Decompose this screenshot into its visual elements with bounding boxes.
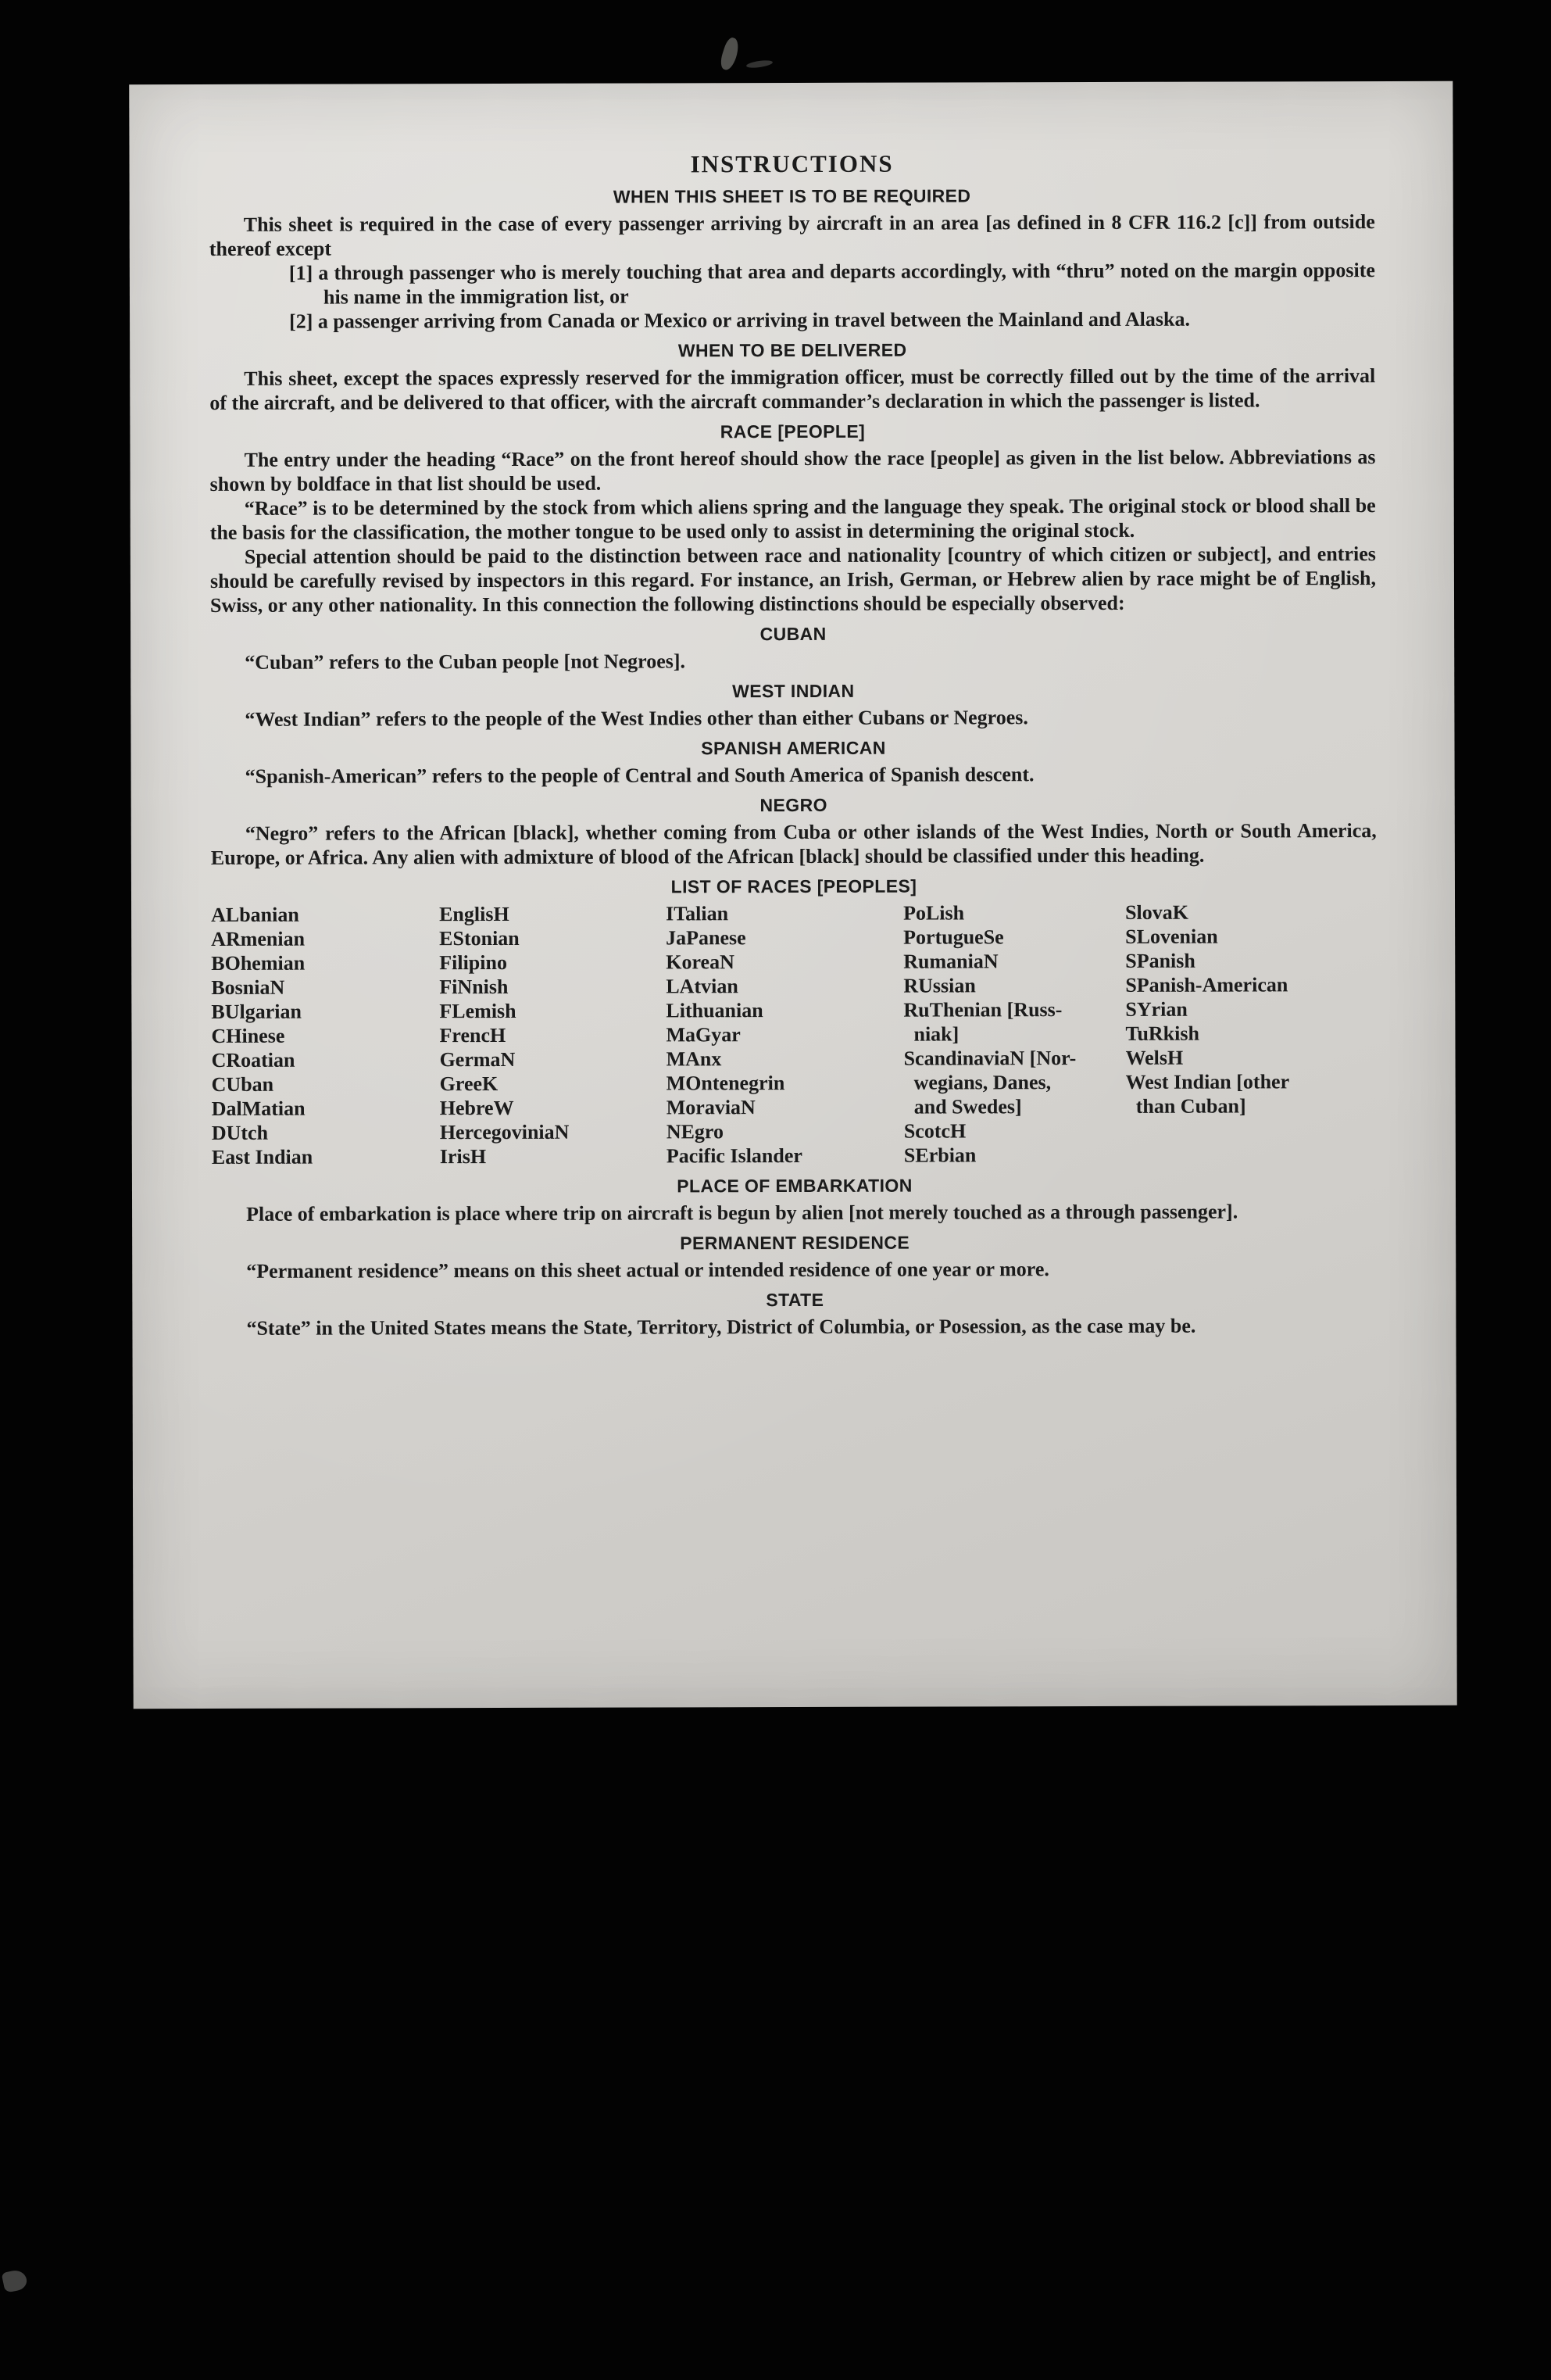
paragraph-required-intro: This sheet is required in the case of every passenger arriving by aircraft in an area [as defined in 8 CFR 116.2 [c]] from outside thereof except (209, 210, 1375, 260)
race-column-5: SlovaK SLovenian SPanish SPanish-American SYrian TuRkish WelsH West Indian [other than Cuban] (1125, 900, 1290, 1118)
scanned-document-page (129, 81, 1456, 1709)
section-state (212, 1288, 1378, 1340)
heading-state: STATE (766, 1289, 824, 1311)
paragraph-race-2: “Race” is to be determined by the stock from which aliens spring and the language they speak. The original stock or blood shall be the basis for the classification, the mother tongue to be used only to assist in determining the original stock. (209, 494, 1376, 544)
scan-artifact (718, 36, 742, 72)
scan-artifact (746, 59, 774, 70)
section-when-delivered (209, 338, 1375, 415)
section-west-indian (210, 679, 1376, 732)
paragraph-embarkation: Place of embarkation is place where trip on aircraft is begun by alien [not merely touched as a through passenger]. (246, 1200, 1238, 1226)
section-list-of-races (211, 875, 1378, 1169)
race-column-4: PoLish PortugueSe RumaniaN RUssian RuThenian [Russ- niak] ScandinaviaN [Nor- wegians, Danes, and Swedes] ScotcH SErbian (903, 901, 1077, 1167)
paragraph-race-1: The entry under the heading “Race” on the front hereof should show the race [people] as given in the list below. Abbreviations as shown by boldface in that list should be used. (209, 446, 1376, 496)
race-column-1: ALbanian ARmenian BOhemian BosniaN BUlgarian CHinese CRoatian CUban DalMatian DUtch East Indian (211, 903, 313, 1169)
paragraph-west-indian: “West Indian” refers to the people of the West Indies other than either Cubans or Negroes. (245, 706, 1028, 731)
section-cuban (210, 622, 1376, 675)
document-content (129, 81, 1456, 1340)
heading-permanent-residence: PERMANENT RESIDENCE (680, 1232, 910, 1254)
paragraph-residence: “Permanent residence” means on this sheet actual or intended residence of one year or more. (246, 1258, 1049, 1283)
section-when-required (209, 184, 1375, 334)
list-item-2: [2] a passenger arriving from Canada or Mexico or arriving in travel between the Mainland and Alaska. (289, 307, 1190, 333)
race-column-2: EnglisH EStonian Filipino FiNnish FLemish FrencH GermaN GreeK HebreW HercegoviniaN IrisH (439, 902, 570, 1169)
paragraph-state: “State” in the United States means the State, Territory, District of Columbia, or Posession, as the case may be. (246, 1314, 1196, 1340)
scan-artifact (2, 2268, 29, 2293)
heading-race: RACE [PEOPLE] (720, 421, 866, 442)
heading-cuban: CUBAN (759, 623, 827, 645)
page-title: INSTRUCTIONS (690, 149, 894, 178)
paragraph-negro: “Negro” refers to the African [black], whether coming from Cuba or other islands of the West Indies, North or South America, Europe, or Africa. Any alien with admixture of blood of the African [black] should be classified under this heading. (210, 819, 1377, 869)
section-permanent-residence (212, 1231, 1378, 1283)
list-item-1: [1] a through passenger who is merely touching that area and departs accordingly, with “thru” noted on the margin opposite his name in the immigration list, or (288, 259, 1375, 309)
paragraph-cuban: “Cuban” refers to the Cuban people [not Negroes]. (245, 650, 686, 674)
section-negro (211, 793, 1377, 870)
heading-when-required: WHEN THIS SHEET IS TO BE REQUIRED (613, 185, 971, 207)
race-column-3: ITalian JaPanese KoreaN LAtvian Lithuanian MaGyar MAnx MOntenegrin MoraviaN NEgro Pacific Islander (666, 902, 802, 1168)
paragraph-spanish-american: “Spanish-American” refers to the people of Central and South America of Spanish descent. (245, 763, 1035, 788)
heading-when-delivered: WHEN TO BE DELIVERED (677, 339, 907, 361)
heading-negro: NEGRO (759, 794, 827, 816)
heading-west-indian: WEST INDIAN (732, 680, 855, 702)
paragraph-race-3: Special attention should be paid to the distinction between race and nationality [country of which citizen or subject], and entries should be carefully revised by inspectors in this regard. For instance, an Irish, German, or Hebrew alien by race might be of English, Swiss, or any other nationality. In this connection the following distinctions should be especially observed: (209, 542, 1376, 617)
paragraph-delivered: This sheet, except the spaces expressly reserved for the immigration officer, must be correctly filled out by the time of the arrival of the aircraft, and be delivered to that officer, with the aircraft commander’s declaration in which the passenger is listed. (209, 364, 1376, 414)
heading-place-of-embarkation: PLACE OF EMBARKATION (677, 1175, 913, 1197)
heading-spanish-american: SPANISH AMERICAN (701, 737, 886, 759)
heading-list-of-races: LIST OF RACES [PEOPLES] (670, 875, 917, 897)
section-place-of-embarkation (212, 1174, 1378, 1226)
section-spanish-american (210, 736, 1376, 789)
race-list (211, 900, 1378, 1169)
section-race (209, 420, 1376, 617)
